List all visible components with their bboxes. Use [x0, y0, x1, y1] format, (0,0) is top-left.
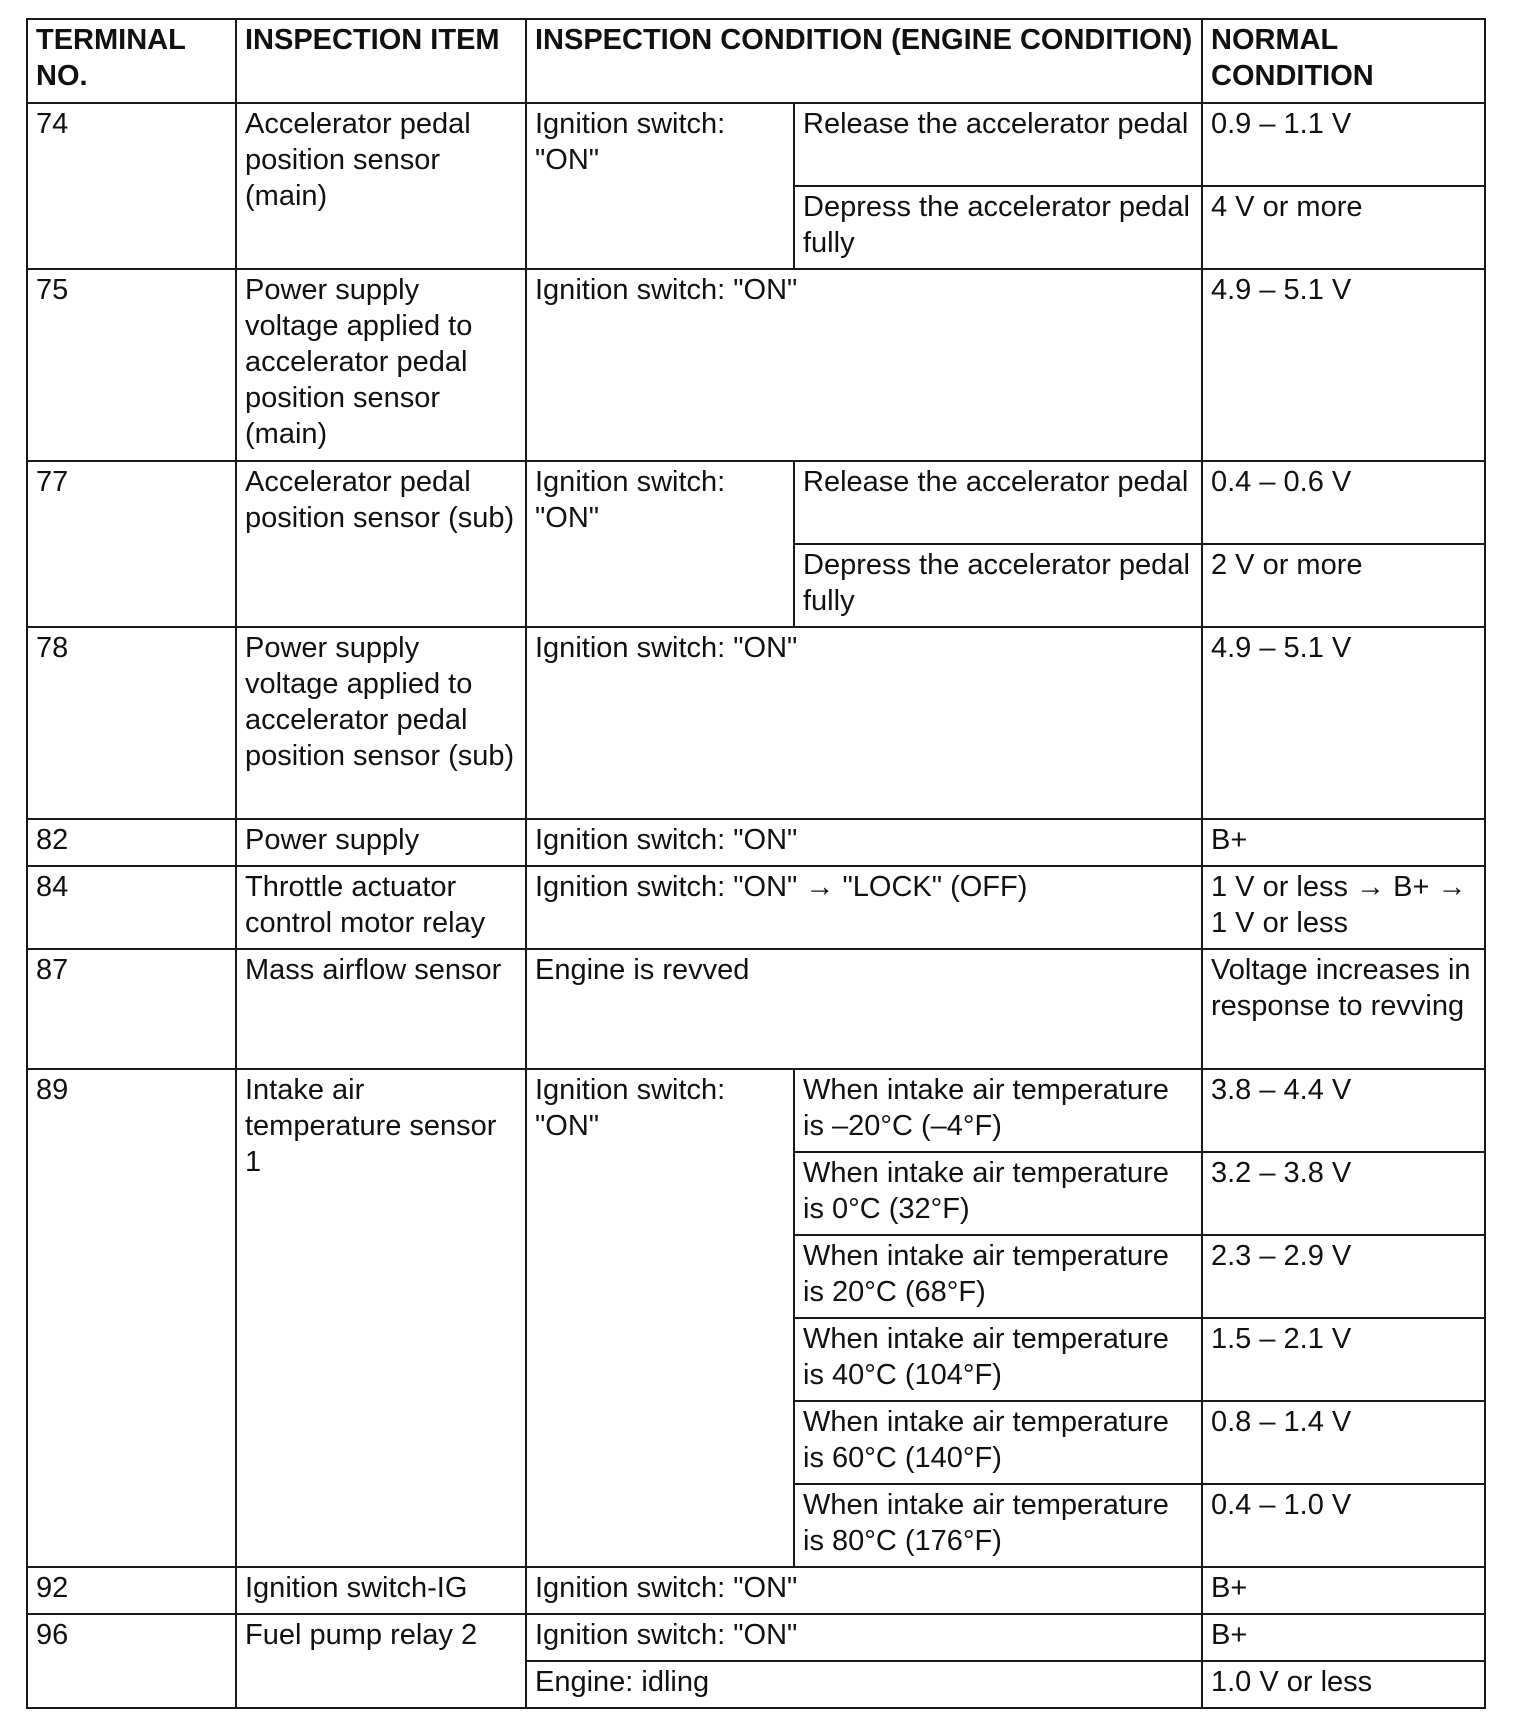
item-cell: Ignition switch-IG — [236, 1567, 526, 1614]
header-terminal-no: TERMINAL NO. — [27, 19, 236, 103]
table-row — [27, 627, 1485, 819]
terminal-cell: 77 — [27, 461, 236, 627]
normal-cell: B+ — [1202, 1567, 1485, 1614]
condition-cell: Ignition switch: "ON" — [526, 1567, 1202, 1614]
table-row — [27, 1614, 1485, 1661]
condition-cell: Ignition switch: "ON" — [526, 1614, 1202, 1661]
normal-cell: 3.8 – 4.4 V — [1202, 1069, 1485, 1152]
inspection-table — [26, 18, 1486, 1709]
terminal-cell: 75 — [27, 269, 236, 461]
normal-cell: 1.5 – 2.1 V — [1202, 1318, 1485, 1401]
header-inspection-item: INSPECTION ITEM — [236, 19, 526, 103]
sub-condition-cell: When intake air temperature is –20°C (–4°F) — [794, 1069, 1202, 1152]
sub-condition-cell: Depress the accelerator pedal fully — [794, 186, 1202, 269]
sub-condition-cell: Release the accelerator pedal — [794, 461, 1202, 544]
normal-cell: Voltage increases in response to revving — [1202, 949, 1485, 1069]
sub-condition-cell: Depress the accelerator pedal fully — [794, 544, 1202, 627]
terminal-cell: 92 — [27, 1567, 236, 1614]
normal-cell: 0.4 – 0.6 V — [1202, 461, 1485, 544]
condition-cell: Ignition switch: "ON" — [526, 103, 794, 269]
item-cell: Throttle actuator control motor relay — [236, 866, 526, 949]
condition-cell: Ignition switch: "ON" — [526, 461, 794, 627]
terminal-cell: 89 — [27, 1069, 236, 1567]
item-cell: Mass airflow sensor — [236, 949, 526, 1069]
table-row — [27, 269, 1485, 461]
item-cell: Power supply voltage applied to accelerator pedal position sensor (main) — [236, 269, 526, 461]
condition-cell: Ignition switch: "ON" — [526, 269, 1202, 461]
condition-cell: Engine: idling — [526, 1661, 1202, 1708]
item-cell: Accelerator pedal position sensor (main) — [236, 103, 526, 269]
table-row — [27, 103, 1485, 186]
table-row — [27, 949, 1485, 1069]
normal-cell: B+ — [1202, 1614, 1485, 1661]
terminal-cell: 74 — [27, 103, 236, 269]
normal-cell: 4.9 – 5.1 V — [1202, 627, 1485, 819]
condition-cell: Ignition switch: "ON" → "LOCK" (OFF) — [526, 866, 1202, 949]
condition-cell: Ignition switch: "ON" — [526, 627, 1202, 819]
normal-cell: 0.8 – 1.4 V — [1202, 1401, 1485, 1484]
sub-condition-cell: When intake air temperature is 60°C (140°F) — [794, 1401, 1202, 1484]
normal-cell: 1.0 V or less — [1202, 1661, 1485, 1708]
normal-cell: 2 V or more — [1202, 544, 1485, 627]
header-inspection-condition: INSPECTION CONDITION (ENGINE CONDITION) — [526, 19, 1202, 103]
terminal-cell: 96 — [27, 1614, 236, 1708]
sub-condition-cell: When intake air temperature is 0°C (32°F) — [794, 1152, 1202, 1235]
header-normal-condition: NORMAL CONDITION — [1202, 19, 1485, 103]
item-cell: Power supply voltage applied to accelerator pedal position sensor (sub) — [236, 627, 526, 819]
normal-cell: 2.3 – 2.9 V — [1202, 1235, 1485, 1318]
normal-cell: 4 V or more — [1202, 186, 1485, 269]
normal-cell: 3.2 – 3.8 V — [1202, 1152, 1485, 1235]
item-cell: Intake air temperature sensor 1 — [236, 1069, 526, 1567]
terminal-cell: 84 — [27, 866, 236, 949]
normal-cell: 0.4 – 1.0 V — [1202, 1484, 1485, 1567]
normal-cell: 1 V or less → B+ → 1 V or less — [1202, 866, 1485, 949]
normal-cell: 4.9 – 5.1 V — [1202, 269, 1485, 461]
table-row — [27, 1069, 1485, 1152]
condition-cell: Ignition switch: "ON" — [526, 819, 1202, 866]
table-row — [27, 866, 1485, 949]
table-row — [27, 819, 1485, 866]
sub-condition-cell: Release the accelerator pedal — [794, 103, 1202, 186]
item-cell: Accelerator pedal position sensor (sub) — [236, 461, 526, 627]
sub-condition-cell: When intake air temperature is 20°C (68°F) — [794, 1235, 1202, 1318]
terminal-cell: 82 — [27, 819, 236, 866]
condition-cell: Ignition switch: "ON" — [526, 1069, 794, 1567]
condition-cell: Engine is revved — [526, 949, 1202, 1069]
terminal-cell: 78 — [27, 627, 236, 819]
item-cell: Power supply — [236, 819, 526, 866]
terminal-cell: 87 — [27, 949, 236, 1069]
table-row — [27, 461, 1485, 544]
table-row — [27, 1567, 1485, 1614]
normal-cell: 0.9 – 1.1 V — [1202, 103, 1485, 186]
sub-condition-cell: When intake air temperature is 80°C (176°F) — [794, 1484, 1202, 1567]
item-cell: Fuel pump relay 2 — [236, 1614, 526, 1708]
header-row — [27, 19, 1485, 103]
sub-condition-cell: When intake air temperature is 40°C (104°F) — [794, 1318, 1202, 1401]
normal-cell: B+ — [1202, 819, 1485, 866]
